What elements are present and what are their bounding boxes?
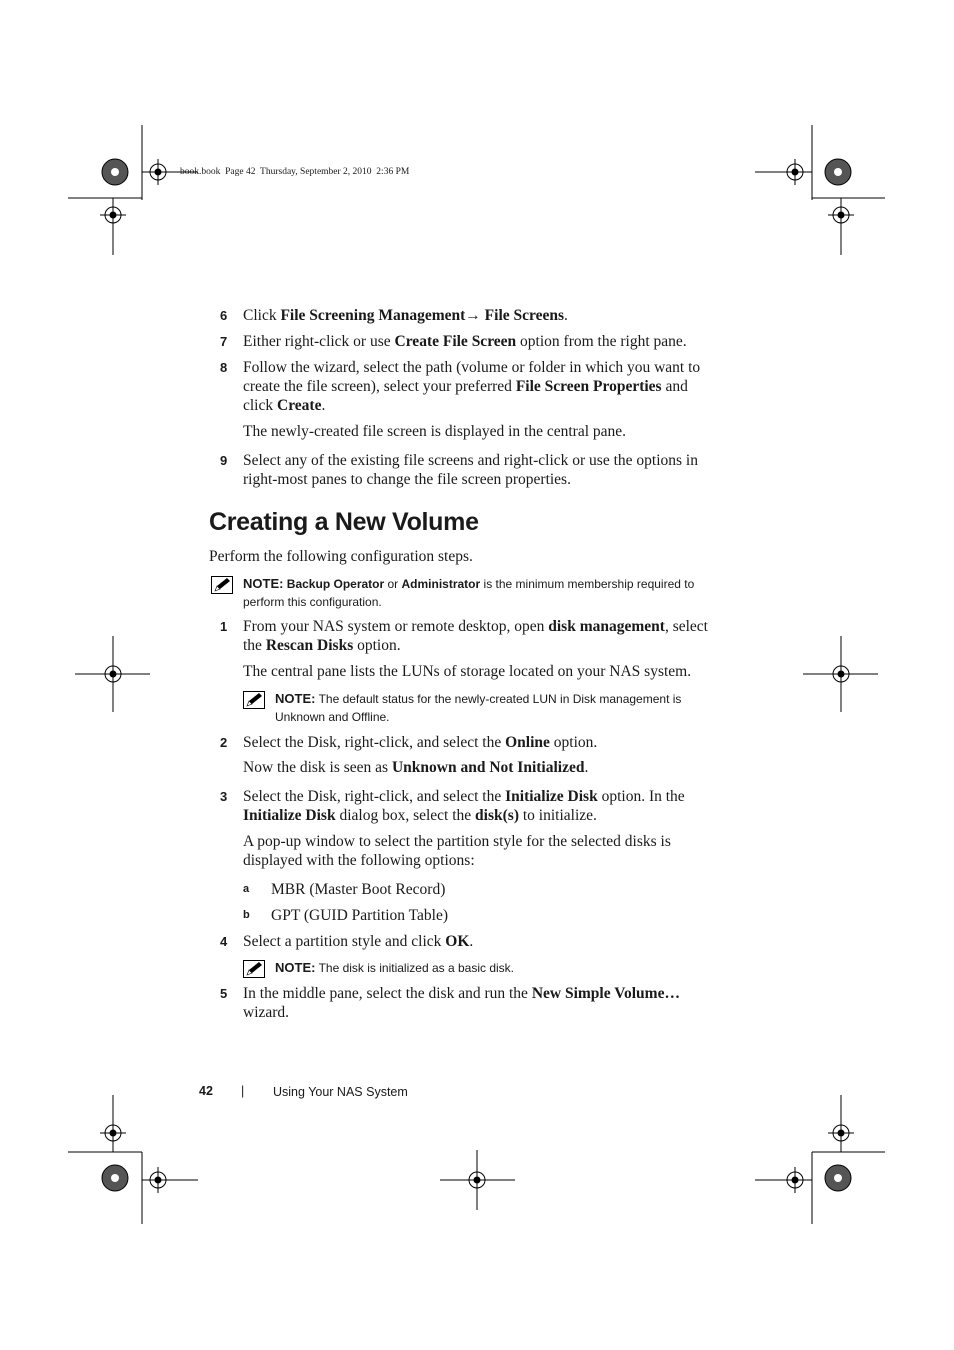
step-6-text: Click File Screening Management→ File Screens. (243, 307, 568, 324)
note-basic-disk: NOTE: The disk is initialized as a basic disk. (275, 960, 514, 975)
note-pencil-icon (243, 691, 265, 709)
step-number: 1 (220, 619, 228, 634)
intro-text: Perform the following configuration steps. (209, 548, 473, 565)
footer-separator: | (241, 1084, 245, 1098)
step-number: 2 (220, 735, 228, 750)
step-1-followup: The central pane lists the LUNs of storage located on your NAS system. (243, 663, 692, 680)
step-5-text: In the middle pane, select the disk and run the New Simple Volume… wizard. (243, 985, 680, 1021)
substep-letter: b (243, 909, 250, 921)
menu-path: File Screening Management (280, 307, 466, 324)
substep-b-text: GPT (GUID Partition Table) (271, 907, 449, 924)
step-number: 8 (220, 360, 228, 375)
step-8-text: Follow the wizard, select the path (volume or folder in which you want to create the file screen), select your preferred File Screen Properties and click Create. (243, 359, 701, 414)
print-header: book.book Page 42 Thursday, September 2, 2010 2:36 PM (180, 167, 410, 177)
section-title: Creating a New Volume (209, 508, 479, 536)
step-3-text: Select the Disk, right-click, and select the Initialize Disk option. In the Initialize Disk dialog box, select the disk(s) to initialize. (243, 788, 685, 824)
step-number: 6 (220, 308, 228, 323)
step-7-text: Either right-click or use Create File Screen option from the right pane. (243, 333, 687, 350)
step-4-text: Select a partition style and click OK. (243, 933, 474, 950)
substep-a-text: MBR (Master Boot Record) (271, 881, 446, 898)
note-membership: NOTE: Backup Operator or Administrator is the minimum membership required to perform this configuration. (243, 576, 695, 609)
step-2-followup: Now the disk is seen as Unknown and Not Initialized. (243, 759, 589, 776)
step-1-text: From your NAS system or remote desktop, open disk management, select the Rescan Disks option. (243, 618, 708, 654)
step-2-text: Select the Disk, right-click, and select the Online option. (243, 734, 598, 751)
step-number: 5 (220, 986, 228, 1001)
step-3-followup: A pop-up window to select the partition style for the selected disks is displayed with the following options: (243, 833, 671, 869)
step-8-followup: The newly-created file screen is displayed in the central pane. (243, 423, 627, 440)
substep-letter: a (243, 883, 250, 895)
step-number: 4 (220, 934, 228, 949)
note-pencil-icon (211, 576, 233, 594)
step-number: 9 (220, 453, 228, 468)
step-9-text: Select any of the existing file screens and right-click or use the options in right-most panes to change the file screen properties. (243, 452, 698, 488)
step-number: 3 (220, 789, 228, 804)
note-pencil-icon (243, 960, 265, 978)
step-number: 7 (220, 334, 228, 349)
page-number: 42 (199, 1084, 213, 1098)
note-lun-status: NOTE: The default status for the newly-created LUN in Disk management is Unknown and Offline. (275, 691, 682, 724)
footer-section-title: Using Your NAS System (273, 1085, 408, 1099)
